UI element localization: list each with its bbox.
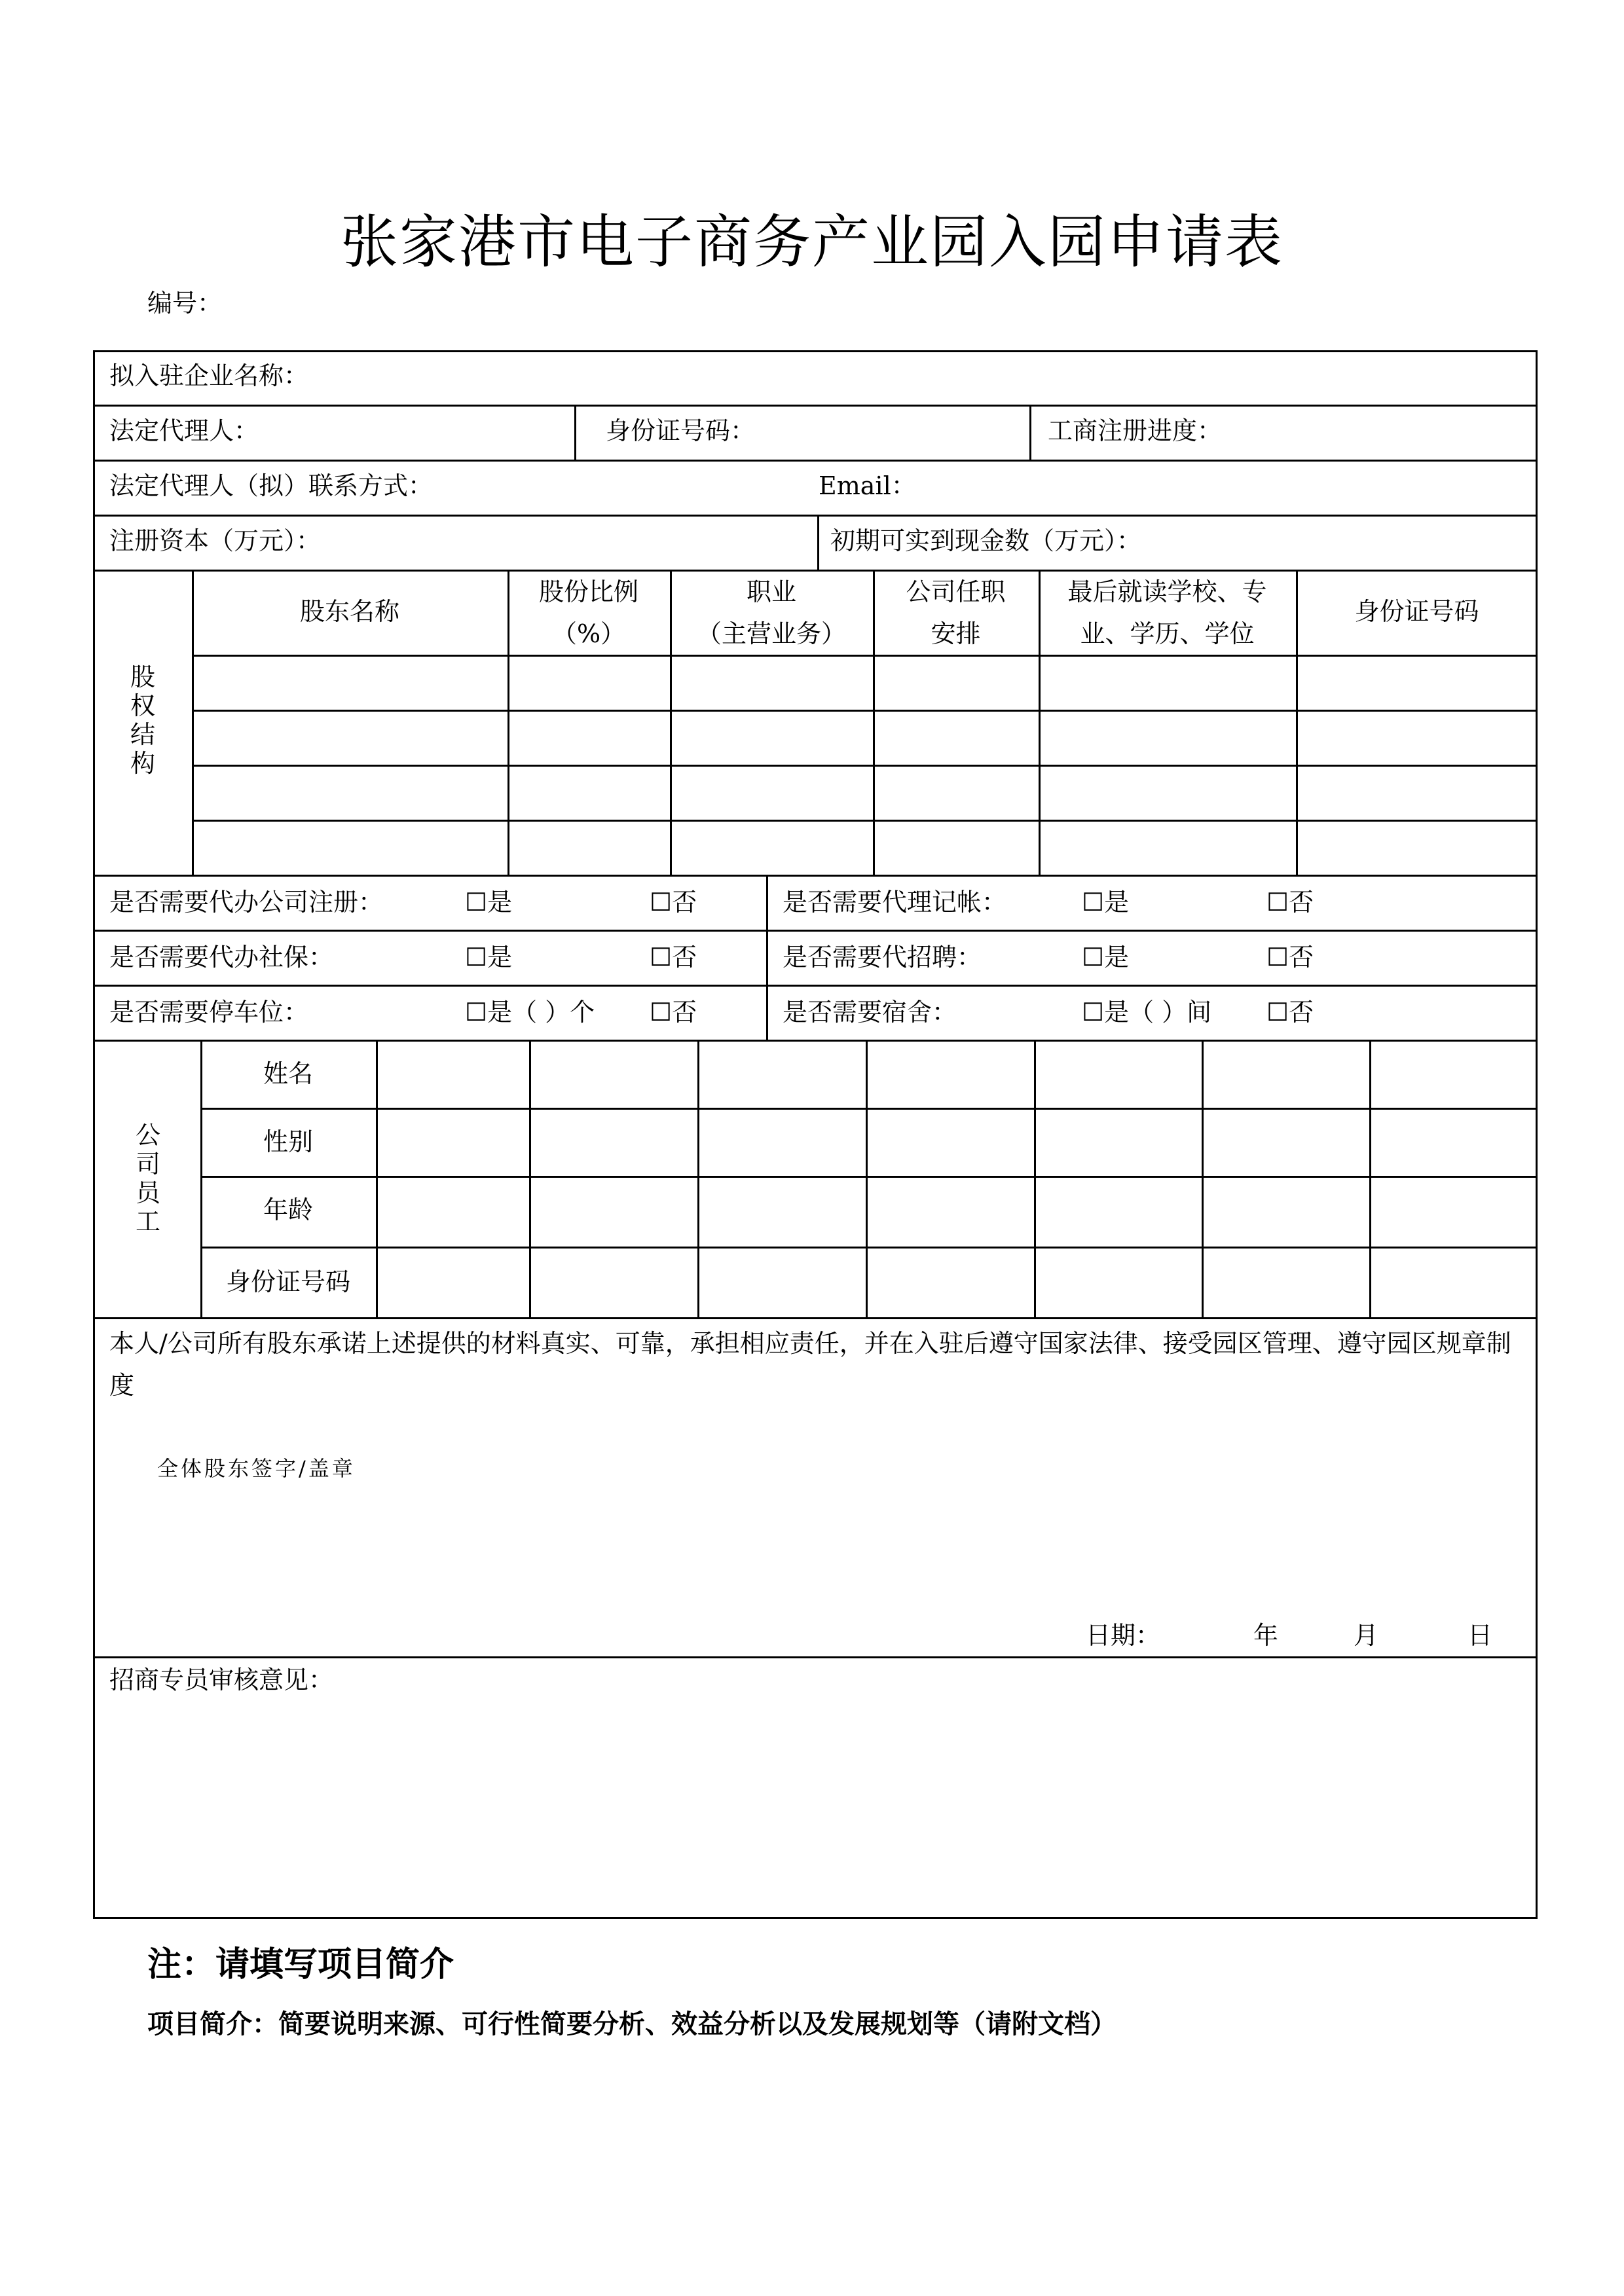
dormitory-no-checkbox[interactable]: ☐否 [1266, 998, 1314, 1027]
shareholders-signature-label: 全体股东签字/盖章 [157, 1456, 356, 1481]
review-opinion-label: 招商专员审核意见： [109, 1666, 334, 1694]
cell-divider [1029, 405, 1031, 460]
cell-divider [866, 1040, 868, 1317]
initial-cash-label: 初期可实到现金数（万元）： [830, 526, 1142, 555]
header-education-sub: 业、学历、学位 [1080, 619, 1255, 648]
form-number-label: 编号： [147, 289, 223, 318]
header-occupation-sub: （主营业务） [696, 619, 846, 648]
row-divider [93, 1040, 1538, 1042]
cell-divider [376, 1040, 378, 1317]
row-divider [93, 405, 1538, 407]
cell-divider [766, 875, 768, 1040]
cell-divider [1034, 1040, 1036, 1317]
email-label: Email： [819, 471, 916, 500]
staff-row-divider [200, 1176, 1538, 1178]
date-label: 日期： [1086, 1621, 1161, 1650]
cell-divider [697, 1040, 699, 1317]
row-divider [93, 1317, 1538, 1319]
staff-row-divider [200, 1108, 1538, 1110]
date-month-label: 月 [1354, 1621, 1379, 1650]
recruitment-label: 是否需要代招聘： [783, 943, 982, 972]
legal-rep-contact-label: 法定代理人（拟）联系方式： [109, 471, 434, 500]
company-registration-yes-checkbox[interactable]: ☐是 [465, 888, 513, 917]
parking-no-checkbox[interactable]: ☐否 [650, 998, 697, 1027]
staff-section-text: 公司员工 [135, 1121, 160, 1236]
commitment-text: 本人/公司所有股东承诺上述提供的材料真实、可靠，承担相应责任，并在入驻后遵守国家法律、接受园区管理、遵守园区规章制度 [109, 1329, 1511, 1400]
registration-progress-label: 工商注册进度： [1048, 416, 1223, 445]
company-name-label: 拟入驻企业名称： [109, 361, 309, 390]
company-registration-no-checkbox[interactable]: ☐否 [650, 888, 697, 917]
equity-section-label [130, 663, 156, 778]
equity-row-divider [192, 765, 1538, 767]
legal-rep-label: 法定代理人： [109, 416, 259, 445]
social-insurance-label: 是否需要代办社保： [109, 943, 334, 972]
row-divider [93, 875, 1538, 877]
equity-row-divider [192, 820, 1538, 822]
dormitory-label: 是否需要宿舍： [783, 998, 957, 1027]
cell-divider [574, 405, 576, 460]
row-divider [93, 515, 1538, 517]
recruitment-no-checkbox[interactable]: ☐否 [1266, 943, 1314, 972]
cell-divider [1369, 1040, 1371, 1317]
recruitment-yes-checkbox[interactable]: ☐是 [1082, 943, 1130, 972]
parking-label: 是否需要停车位： [109, 998, 309, 1027]
header-education: 最后就读学校、专 [1067, 577, 1267, 606]
staff-row-divider [200, 1247, 1538, 1248]
header-position-sub: 安排 [931, 619, 981, 648]
form-title: 张家港市电子商务产业园入园申请表 [340, 208, 1283, 276]
row-divider [93, 930, 1538, 932]
equity-row-divider [192, 710, 1538, 712]
bookkeeping-yes-checkbox[interactable]: ☐是 [1082, 888, 1130, 917]
dormitory-yes-checkbox[interactable]: ☐是（ ）间 [1082, 998, 1212, 1027]
staff-section-label [135, 1121, 161, 1236]
social-insurance-no-checkbox[interactable]: ☐否 [650, 943, 697, 972]
header-id-number: 身份证号码 [1354, 597, 1479, 626]
header-shareholder-name: 股东名称 [299, 597, 399, 626]
date-day-label: 日 [1467, 1621, 1493, 1650]
registered-capital-label: 注册资本（万元）： [109, 526, 322, 555]
header-share-ratio: 股份比例 [538, 577, 638, 606]
company-registration-label: 是否需要代办公司注册： [109, 888, 384, 917]
cell-divider [817, 515, 819, 570]
note-body: 项目简介：简要说明来源、可行性简要分析、效益分析以及发展规划等（请附文档） [147, 2009, 1116, 2039]
staff-row-name: 姓名 [263, 1059, 313, 1088]
equity-row-divider [192, 655, 1538, 657]
bookkeeping-no-checkbox[interactable]: ☐否 [1266, 888, 1314, 917]
id-number-label: 身份证号码： [606, 416, 756, 445]
cell-divider [529, 1040, 531, 1317]
header-share-ratio-unit: （%） [551, 619, 626, 648]
bookkeeping-label: 是否需要代理记帐： [783, 888, 1007, 917]
equity-section-text: 股权结构 [130, 663, 155, 778]
social-insurance-yes-checkbox[interactable]: ☐是 [465, 943, 513, 972]
parking-yes-checkbox[interactable]: ☐是（ ）个 [465, 998, 595, 1027]
header-occupation: 职业 [746, 577, 796, 606]
date-year-label: 年 [1253, 1621, 1279, 1650]
staff-row-id-number: 身份证号码 [225, 1267, 350, 1296]
staff-row-age: 年龄 [263, 1195, 313, 1224]
row-divider [93, 985, 1538, 987]
note-title: 注：请填写项目简介 [147, 1945, 454, 1984]
staff-row-gender: 性别 [263, 1127, 313, 1156]
row-divider [93, 1656, 1538, 1658]
header-position: 公司任职 [906, 577, 1006, 606]
cell-divider [1202, 1040, 1204, 1317]
row-divider [93, 460, 1538, 462]
